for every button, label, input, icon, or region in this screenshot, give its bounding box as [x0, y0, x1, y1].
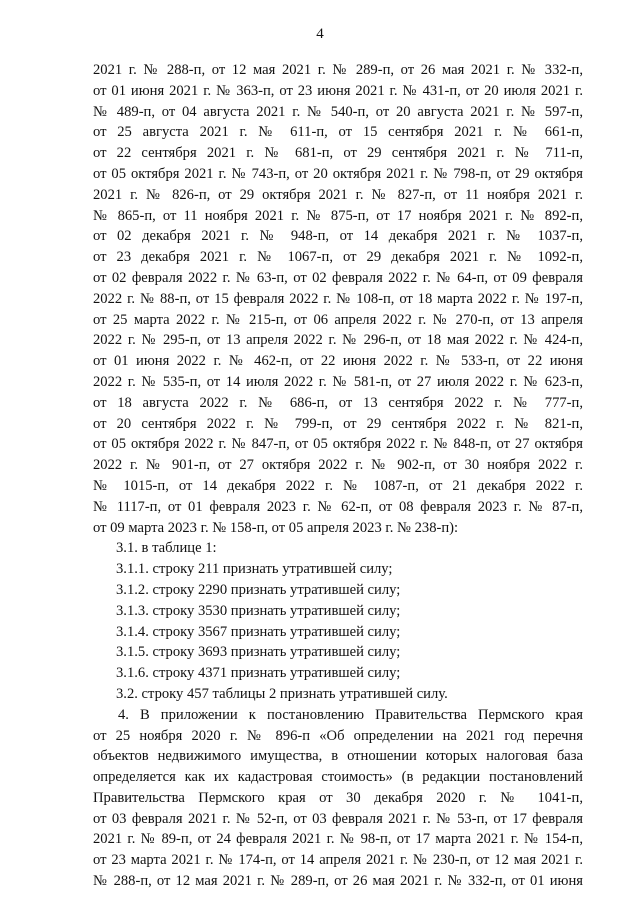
- text-line: от 05 октября 2022 г. № 847-п, от 05 октября 2022 г. № 848-п, от 27 октября: [93, 436, 583, 453]
- text-line: объектов недвижимого имущества, в отношении которых налоговая база: [93, 748, 583, 765]
- text-line: 3.1.4. строку 3567 признать утратившей силу;: [116, 623, 401, 640]
- text-line: № 288-п, от 12 мая 2021 г. № 289-п, от 26 мая 2021 г. № 332-п, от 01 июня: [93, 873, 583, 890]
- text-line: 2022 г. № 535-п, от 14 июля 2022 г. № 581-п, от 27 июля 2022 г. № 623-п,: [93, 373, 583, 390]
- text-line: № 1015-п, от 14 декабря 2022 г. № 1087-п, от 21 декабря 2022 г.: [93, 477, 583, 494]
- text-line: 3.2. строку 457 таблицы 2 признать утратившей силу.: [116, 685, 448, 702]
- text-line: от 25 ноября 2020 г. № 896-п «Об определении на 2021 год перечня: [93, 727, 583, 744]
- text-line: от 02 февраля 2022 г. № 63-п, от 02 февраля 2022 г. № 64-п, от 09 февраля: [93, 269, 583, 286]
- text-line: от 03 февраля 2021 г. № 52-п, от 03 февраля 2021 г. № 53-п, от 17 февраля: [93, 810, 583, 827]
- text-line: 3.1.2. строку 2290 признать утратившей силу;: [116, 581, 401, 598]
- text-line: 3.1.6. строку 4371 признать утратившей силу;: [116, 665, 401, 682]
- text-line: от 01 июня 2022 г. № 462-п, от 22 июня 2022 г. № 533-п, от 22 июня: [93, 353, 583, 370]
- text-line: 3.1.3. строку 3530 признать утратившей силу;: [116, 602, 401, 619]
- text-line: от 20 сентября 2022 г. № 799-п, от 29 сентября 2022 г. № 821-п,: [93, 415, 583, 432]
- text-line: 3.1.1. строку 211 признать утратившей силу;: [116, 561, 393, 578]
- text-line: определяется как их кадастровая стоимость» (в редакции постановлений: [93, 769, 583, 786]
- text-line: от 25 марта 2022 г. № 215-п, от 06 апреля 2022 г. № 270-п, от 13 апреля: [93, 311, 583, 328]
- text-line: от 09 марта 2023 г. № 158-п, от 05 апреля 2023 г. № 238-п):: [93, 519, 459, 536]
- text-line: от 25 августа 2021 г. № 611-п, от 15 сентября 2021 г. № 661-п,: [93, 124, 583, 141]
- text-line: от 05 октября 2021 г. № 743-п, от 20 октября 2021 г. № 798-п, от 29 октября: [93, 165, 583, 182]
- text-line: 2021 г. № 826-п, от 29 октября 2021 г. № 827-п, от 11 ноября 2021 г.: [93, 186, 583, 203]
- text-line: 2021 г. № 288-п, от 12 мая 2021 г. № 289-п, от 26 мая 2021 г. № 332-п,: [93, 62, 583, 78]
- text-line: 2021 г. № 89-п, от 24 февраля 2021 г. № 98-п, от 17 марта 2021 г. № 154-п,: [93, 831, 583, 848]
- page-number: 4: [316, 26, 324, 42]
- text-line: Правительства Пермского края от 30 декабря 2020 г. № 1041-п,: [93, 789, 583, 806]
- text-line: № 865-п, от 11 ноября 2021 г. № 875-п, от 17 ноября 2021 г. № 892-п,: [93, 207, 583, 224]
- text-line: № 489-п, от 04 августа 2021 г. № 540-п, от 20 августа 2021 г. № 597-п,: [93, 103, 583, 120]
- text-line: от 01 июня 2021 г. № 363-п, от 23 июня 2021 г. № 431-п, от 20 июля 2021 г.: [93, 82, 583, 99]
- text-line: 2022 г. № 295-п, от 13 апреля 2022 г. № 296-п, от 18 мая 2022 г. № 424-п,: [93, 332, 583, 349]
- text-line: 3.1.5. строку 3693 признать утратившей силу;: [116, 644, 401, 661]
- text-line: 4. В приложении к постановлению Правительства Пермского края: [118, 706, 583, 723]
- text-line: № 1117-п, от 01 февраля 2023 г. № 62-п, от 08 февраля 2023 г. № 87-п,: [93, 498, 583, 515]
- text-line: от 23 декабря 2021 г. № 1067-п, от 29 декабря 2021 г. № 1092-п,: [93, 249, 583, 266]
- text-line: от 18 августа 2022 г. № 686-п, от 13 сентября 2022 г. № 777-п,: [93, 394, 583, 411]
- text-line: 2022 г. № 88-п, от 15 февраля 2022 г. № 108-п, от 18 марта 2022 г. № 197-п,: [93, 290, 583, 307]
- text-line: 3.1. в таблице 1:: [116, 540, 217, 557]
- text-line: 2022 г. № 901-п, от 27 октября 2022 г. № 902-п, от 30 ноября 2022 г.: [93, 457, 583, 474]
- document-body: [93, 60, 583, 892]
- text-line: от 23 марта 2021 г. № 174-п, от 14 апреля 2021 г. № 230-п, от 12 мая 2021 г.: [93, 852, 583, 869]
- text-line: от 22 сентября 2021 г. № 681-п, от 29 сентября 2021 г. № 711-п,: [93, 145, 583, 162]
- text-line: от 02 декабря 2021 г. № 948-п, от 14 декабря 2021 г. № 1037-п,: [93, 228, 583, 245]
